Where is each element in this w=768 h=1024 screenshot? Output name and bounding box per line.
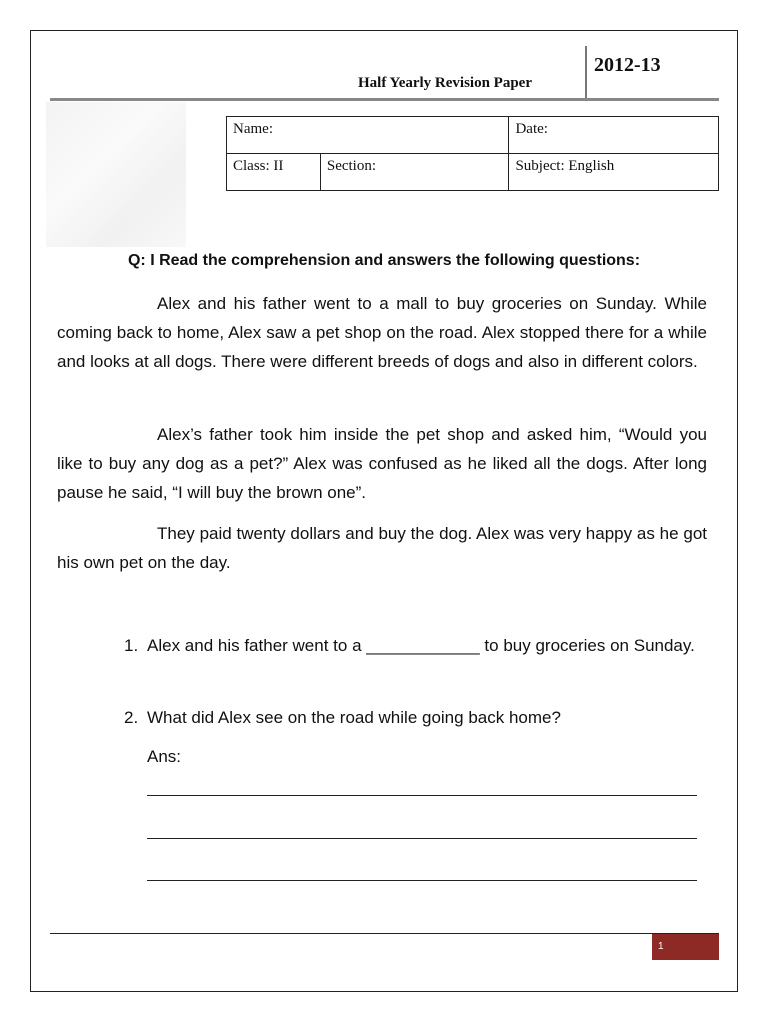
passage-paragraph <box>57 519 707 577</box>
section-cell: Section: <box>320 154 509 191</box>
school-logo-image <box>46 102 186 247</box>
passage-text: Alex’s father took him inside the pet shop and asked him, “Would you like to buy any dog as a pet?” Alex was confused as he liked all the dogs. After long pause he said, “I will buy the brown one”. <box>57 425 707 502</box>
answer-line[interactable] <box>147 838 697 839</box>
date-cell: Date: <box>509 117 719 154</box>
question-text: Alex and his father went to a ____________ to buy groceries on Sunday. <box>147 636 695 655</box>
question-text: What did Alex see on the road while going back home? <box>147 708 561 727</box>
passage-paragraph <box>57 289 707 376</box>
question-item <box>124 631 704 660</box>
name-cell: Name: <box>227 117 509 154</box>
question-number: 1. <box>124 636 139 655</box>
passage-paragraph <box>57 420 707 507</box>
passage-text: Alex and his father went to a mall to buy groceries on Sunday. While coming back to home, Alex saw a pet shop on the road. Alex stopped there for a while and looks at all dogs. There were different breeds of dogs and also in different colors. <box>57 294 707 371</box>
question-item <box>124 703 704 732</box>
page-number-badge: 1 <box>652 934 719 960</box>
answer-line[interactable] <box>147 880 697 881</box>
answer-line[interactable] <box>147 795 697 796</box>
paper-title: Half Yearly Revision Paper <box>358 75 533 91</box>
passage-text: They paid twenty dollars and buy the dog. Alex was very happy as he got his own pet on the day. <box>57 524 707 572</box>
class-cell: Class: II <box>227 154 321 191</box>
header-rule <box>50 98 719 101</box>
question-heading: Q: I Read the comprehension and answers the following questions: <box>127 252 641 269</box>
header-divider <box>585 46 587 98</box>
question-number: 2. <box>124 708 139 727</box>
subject-cell: Subject: English <box>509 154 719 191</box>
answer-label: Ans: <box>147 747 182 766</box>
academic-year: 2012-13 <box>594 54 661 76</box>
student-info-table <box>226 116 719 191</box>
footer-rule <box>50 933 719 934</box>
